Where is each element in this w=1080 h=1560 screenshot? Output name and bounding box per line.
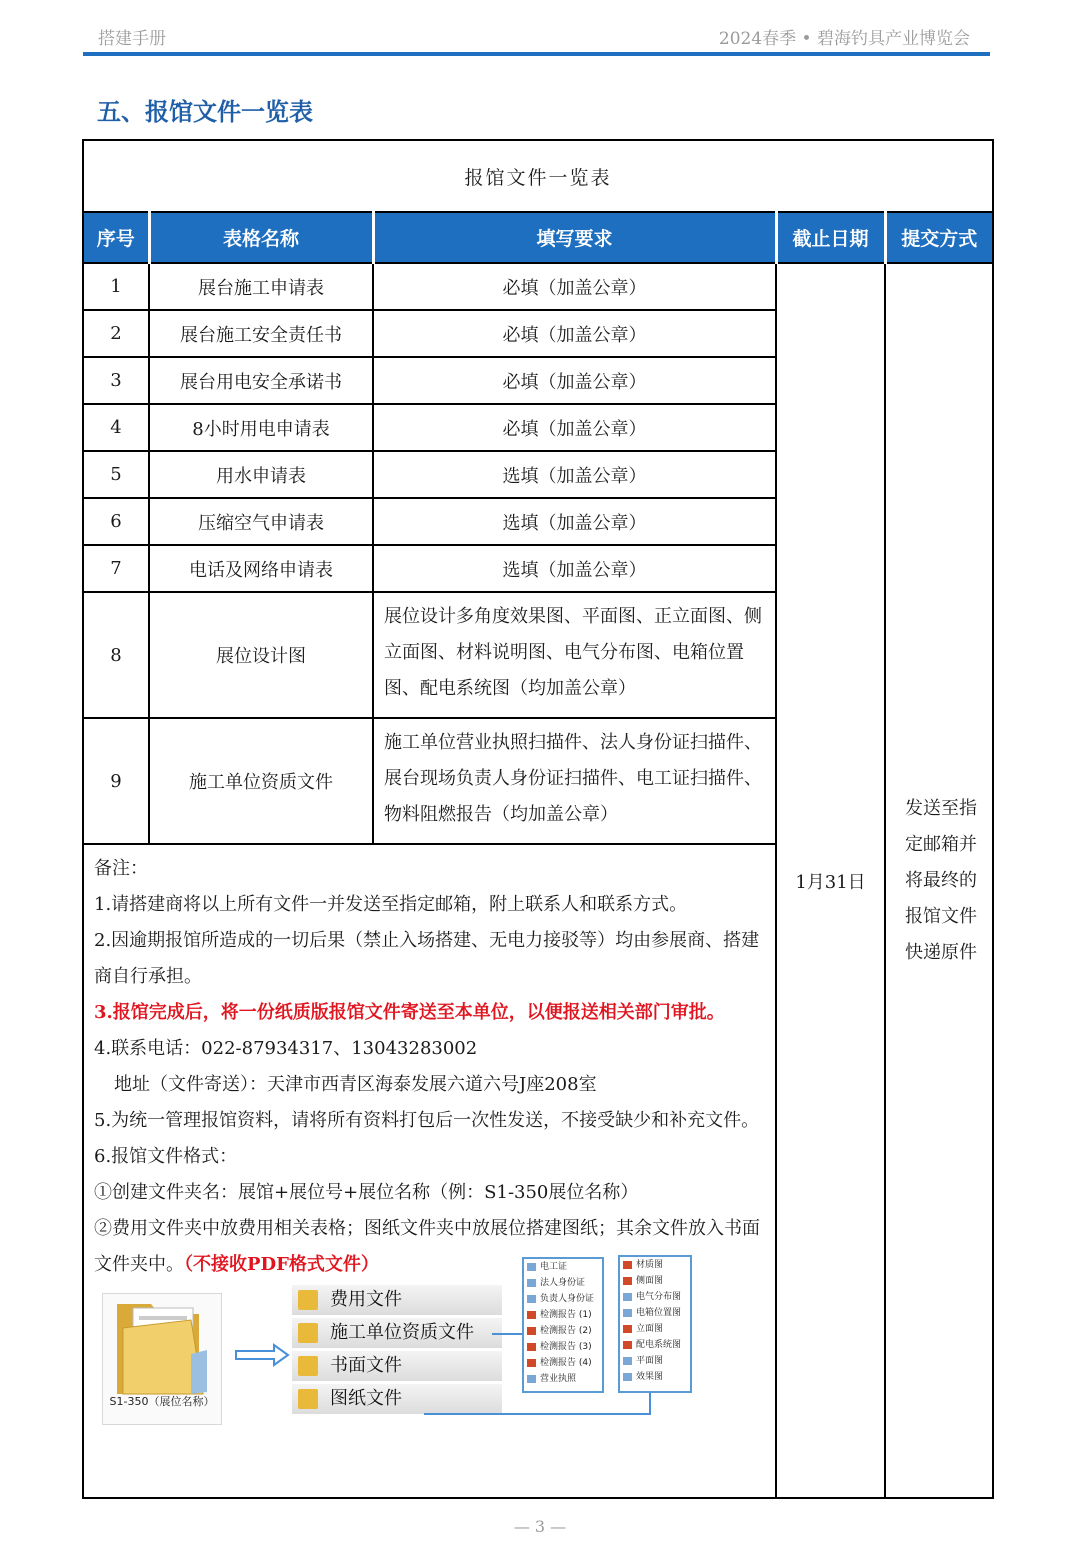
deadline-cell: 1月31日 xyxy=(776,263,885,1498)
file-label: 配电系统图 xyxy=(636,1340,682,1350)
document-file-icon xyxy=(527,1359,536,1367)
file-item xyxy=(524,1259,602,1275)
note-1: 1.请搭建商将以上所有文件一并发送至指定邮箱，附上联系人和联系方式。 xyxy=(94,894,688,915)
filing-documents-table xyxy=(82,139,994,1499)
row-name: 展台施工安全责任书 xyxy=(149,310,373,357)
row-no: 8 xyxy=(83,592,149,718)
document-file-icon xyxy=(527,1327,536,1335)
note-6: 6.报馆文件格式： xyxy=(94,1146,238,1167)
file-item xyxy=(620,1257,690,1273)
file-item xyxy=(620,1273,690,1289)
folder-icon xyxy=(298,1356,318,1376)
file-item xyxy=(524,1275,602,1291)
row-name: 展台施工申请表 xyxy=(149,263,373,310)
row-name: 展台用电安全承诺书 xyxy=(149,357,373,404)
file-item xyxy=(524,1307,602,1323)
image-file-icon xyxy=(527,1295,536,1303)
row-requirement: 选填（加盖公章） xyxy=(373,545,776,592)
folder-label: 图纸文件 xyxy=(330,1388,402,1409)
main-folder-label: S1-350（展位名称） xyxy=(109,1395,215,1408)
image-file-icon xyxy=(623,1277,632,1285)
row-no: 1 xyxy=(83,263,149,310)
header-event-title: 2024春季 • 碧海钓具产业博览会 xyxy=(718,29,970,49)
note-6a: ①创建文件夹名：展馆+展位号+展位名称（例：S1-350展位名称） xyxy=(94,1182,639,1203)
folder-item xyxy=(292,1351,502,1381)
image-file-icon xyxy=(623,1293,632,1301)
main-folder xyxy=(102,1293,222,1425)
file-item xyxy=(524,1323,602,1339)
notes-title: 备注： xyxy=(94,858,148,879)
qualification-files-box xyxy=(522,1257,604,1393)
file-label: 检测报告 (4) xyxy=(540,1358,592,1368)
col-header-submit: 提交方式 xyxy=(885,212,993,263)
row-no: 5 xyxy=(83,451,149,498)
arrow-right-icon xyxy=(234,1343,290,1367)
row-no: 6 xyxy=(83,498,149,545)
image-file-icon xyxy=(623,1309,632,1317)
connector-line xyxy=(649,1391,651,1415)
file-label: 平面图 xyxy=(636,1356,664,1366)
file-item xyxy=(620,1305,690,1321)
page-number: — 3 — xyxy=(513,1517,567,1536)
folder-label: 书面文件 xyxy=(330,1355,402,1376)
file-item xyxy=(620,1369,690,1385)
row-name: 电话及网络申请表 xyxy=(149,545,373,592)
connector-line xyxy=(424,1413,650,1415)
file-label: 营业执照 xyxy=(540,1374,577,1384)
file-label: 电工证 xyxy=(540,1262,568,1272)
submit-method-cell: 发送至指定邮箱并将最终的报馆文件快递原件 xyxy=(885,263,993,1498)
row-name: 8小时用电申请表 xyxy=(149,404,373,451)
file-label: 检测报告 (3) xyxy=(540,1342,592,1352)
drawing-files-box xyxy=(618,1255,692,1393)
row-name: 用水申请表 xyxy=(149,451,373,498)
image-file-icon xyxy=(527,1375,536,1383)
folder-item xyxy=(292,1318,502,1348)
row-no: 3 xyxy=(83,357,149,404)
folder-list xyxy=(292,1285,502,1417)
image-file-icon xyxy=(623,1325,632,1333)
note-4-phone: 4.联系电话：022-87934317、13043283002 xyxy=(94,1038,478,1059)
file-item xyxy=(524,1371,602,1387)
note-4-address: 地址（文件寄送）：天津市西青区海泰发展六道六号J座208室 xyxy=(114,1074,597,1095)
row-no: 2 xyxy=(83,310,149,357)
document-file-icon xyxy=(527,1343,536,1351)
table-header-row xyxy=(83,212,993,263)
row-requirement: 展位设计多角度效果图、平面图、正立面图、侧立面图、材料说明图、电气分布图、电箱位置图、配电系统图（均加盖公章） xyxy=(373,592,776,718)
row-requirement: 必填（加盖公章） xyxy=(373,404,776,451)
row-name: 施工单位资质文件 xyxy=(149,718,373,844)
file-item xyxy=(524,1339,602,1355)
col-header-requirement: 填写要求 xyxy=(373,212,776,263)
document-file-icon xyxy=(527,1311,536,1319)
row-requirement: 必填（加盖公章） xyxy=(373,263,776,310)
image-file-icon xyxy=(527,1279,536,1287)
file-label: 侧面图 xyxy=(636,1276,664,1286)
image-file-icon xyxy=(527,1263,536,1271)
file-label: 负责人身份证 xyxy=(540,1294,595,1304)
folder-icon xyxy=(298,1323,318,1343)
table-row xyxy=(83,263,993,310)
file-label: 法人身份证 xyxy=(540,1278,586,1288)
connector-line xyxy=(492,1333,522,1335)
file-label: 电箱位置图 xyxy=(636,1308,682,1318)
notes-cell xyxy=(83,844,776,1498)
image-file-icon xyxy=(623,1373,632,1381)
section-title: 五、报馆文件一览表 xyxy=(97,97,313,126)
row-no: 7 xyxy=(83,545,149,592)
note-3-highlight: 3.报馆完成后，将一份纸质版报馆文件寄送至本单位，以便报送相关部门审批。 xyxy=(94,1002,725,1023)
row-requirement: 选填（加盖公章） xyxy=(373,498,776,545)
image-file-icon xyxy=(623,1341,632,1349)
folder-label: 费用文件 xyxy=(330,1289,402,1310)
folder-item xyxy=(292,1285,502,1315)
note-5: 5.为统一管理报馆资料，请将所有资料打包后一次性发送，不接受缺少和补充文件。 xyxy=(94,1110,760,1131)
header-rule xyxy=(83,52,990,56)
row-name: 压缩空气申请表 xyxy=(149,498,373,545)
row-name: 展位设计图 xyxy=(149,592,373,718)
row-no: 9 xyxy=(83,718,149,844)
file-label: 检测报告 (1) xyxy=(540,1310,592,1320)
file-item xyxy=(620,1289,690,1305)
row-requirement: 选填（加盖公章） xyxy=(373,451,776,498)
file-label: 材质图 xyxy=(636,1260,664,1270)
row-requirement: 必填（加盖公章） xyxy=(373,357,776,404)
folder-icon xyxy=(298,1389,318,1409)
row-no: 4 xyxy=(83,404,149,451)
note-6b: ②费用文件夹中放费用相关表格；图纸文件夹中放展位搭建图纸；其余文件放入书面文件夹中。 xyxy=(94,1218,760,1275)
col-header-name: 表格名称 xyxy=(149,212,373,263)
file-item xyxy=(524,1291,602,1307)
file-item xyxy=(524,1355,602,1371)
col-header-deadline: 截止日期 xyxy=(776,212,885,263)
file-label: 立面图 xyxy=(636,1324,664,1334)
header-manual-title: 搭建手册 xyxy=(98,29,166,49)
folder-label: 施工单位资质文件 xyxy=(330,1322,474,1343)
note-2: 2.因逾期报馆所造成的一切后果（禁止入场搭建、无电力接驳等）均由参展商、搭建商自行承担。 xyxy=(94,930,760,987)
file-item xyxy=(620,1337,690,1353)
row-requirement: 必填（加盖公章） xyxy=(373,310,776,357)
file-label: 效果图 xyxy=(636,1372,664,1382)
col-header-no: 序号 xyxy=(83,212,149,263)
folder-item xyxy=(292,1384,502,1414)
file-item xyxy=(620,1353,690,1369)
row-requirement: 施工单位营业执照扫描件、法人身份证扫描件、展台现场负责人身份证扫描件、电工证扫描件、物料阻燃报告（均加盖公章） xyxy=(373,718,776,844)
file-label: 检测报告 (2) xyxy=(540,1326,592,1336)
file-item xyxy=(620,1321,690,1337)
file-label: 电气分布图 xyxy=(636,1292,682,1302)
image-file-icon xyxy=(623,1357,632,1365)
image-file-icon xyxy=(623,1261,632,1269)
table-caption: 报馆文件一览表 xyxy=(83,140,993,212)
no-pdf-warning: （不接收PDF格式文件） xyxy=(184,1254,379,1275)
folder-icon xyxy=(298,1290,318,1310)
